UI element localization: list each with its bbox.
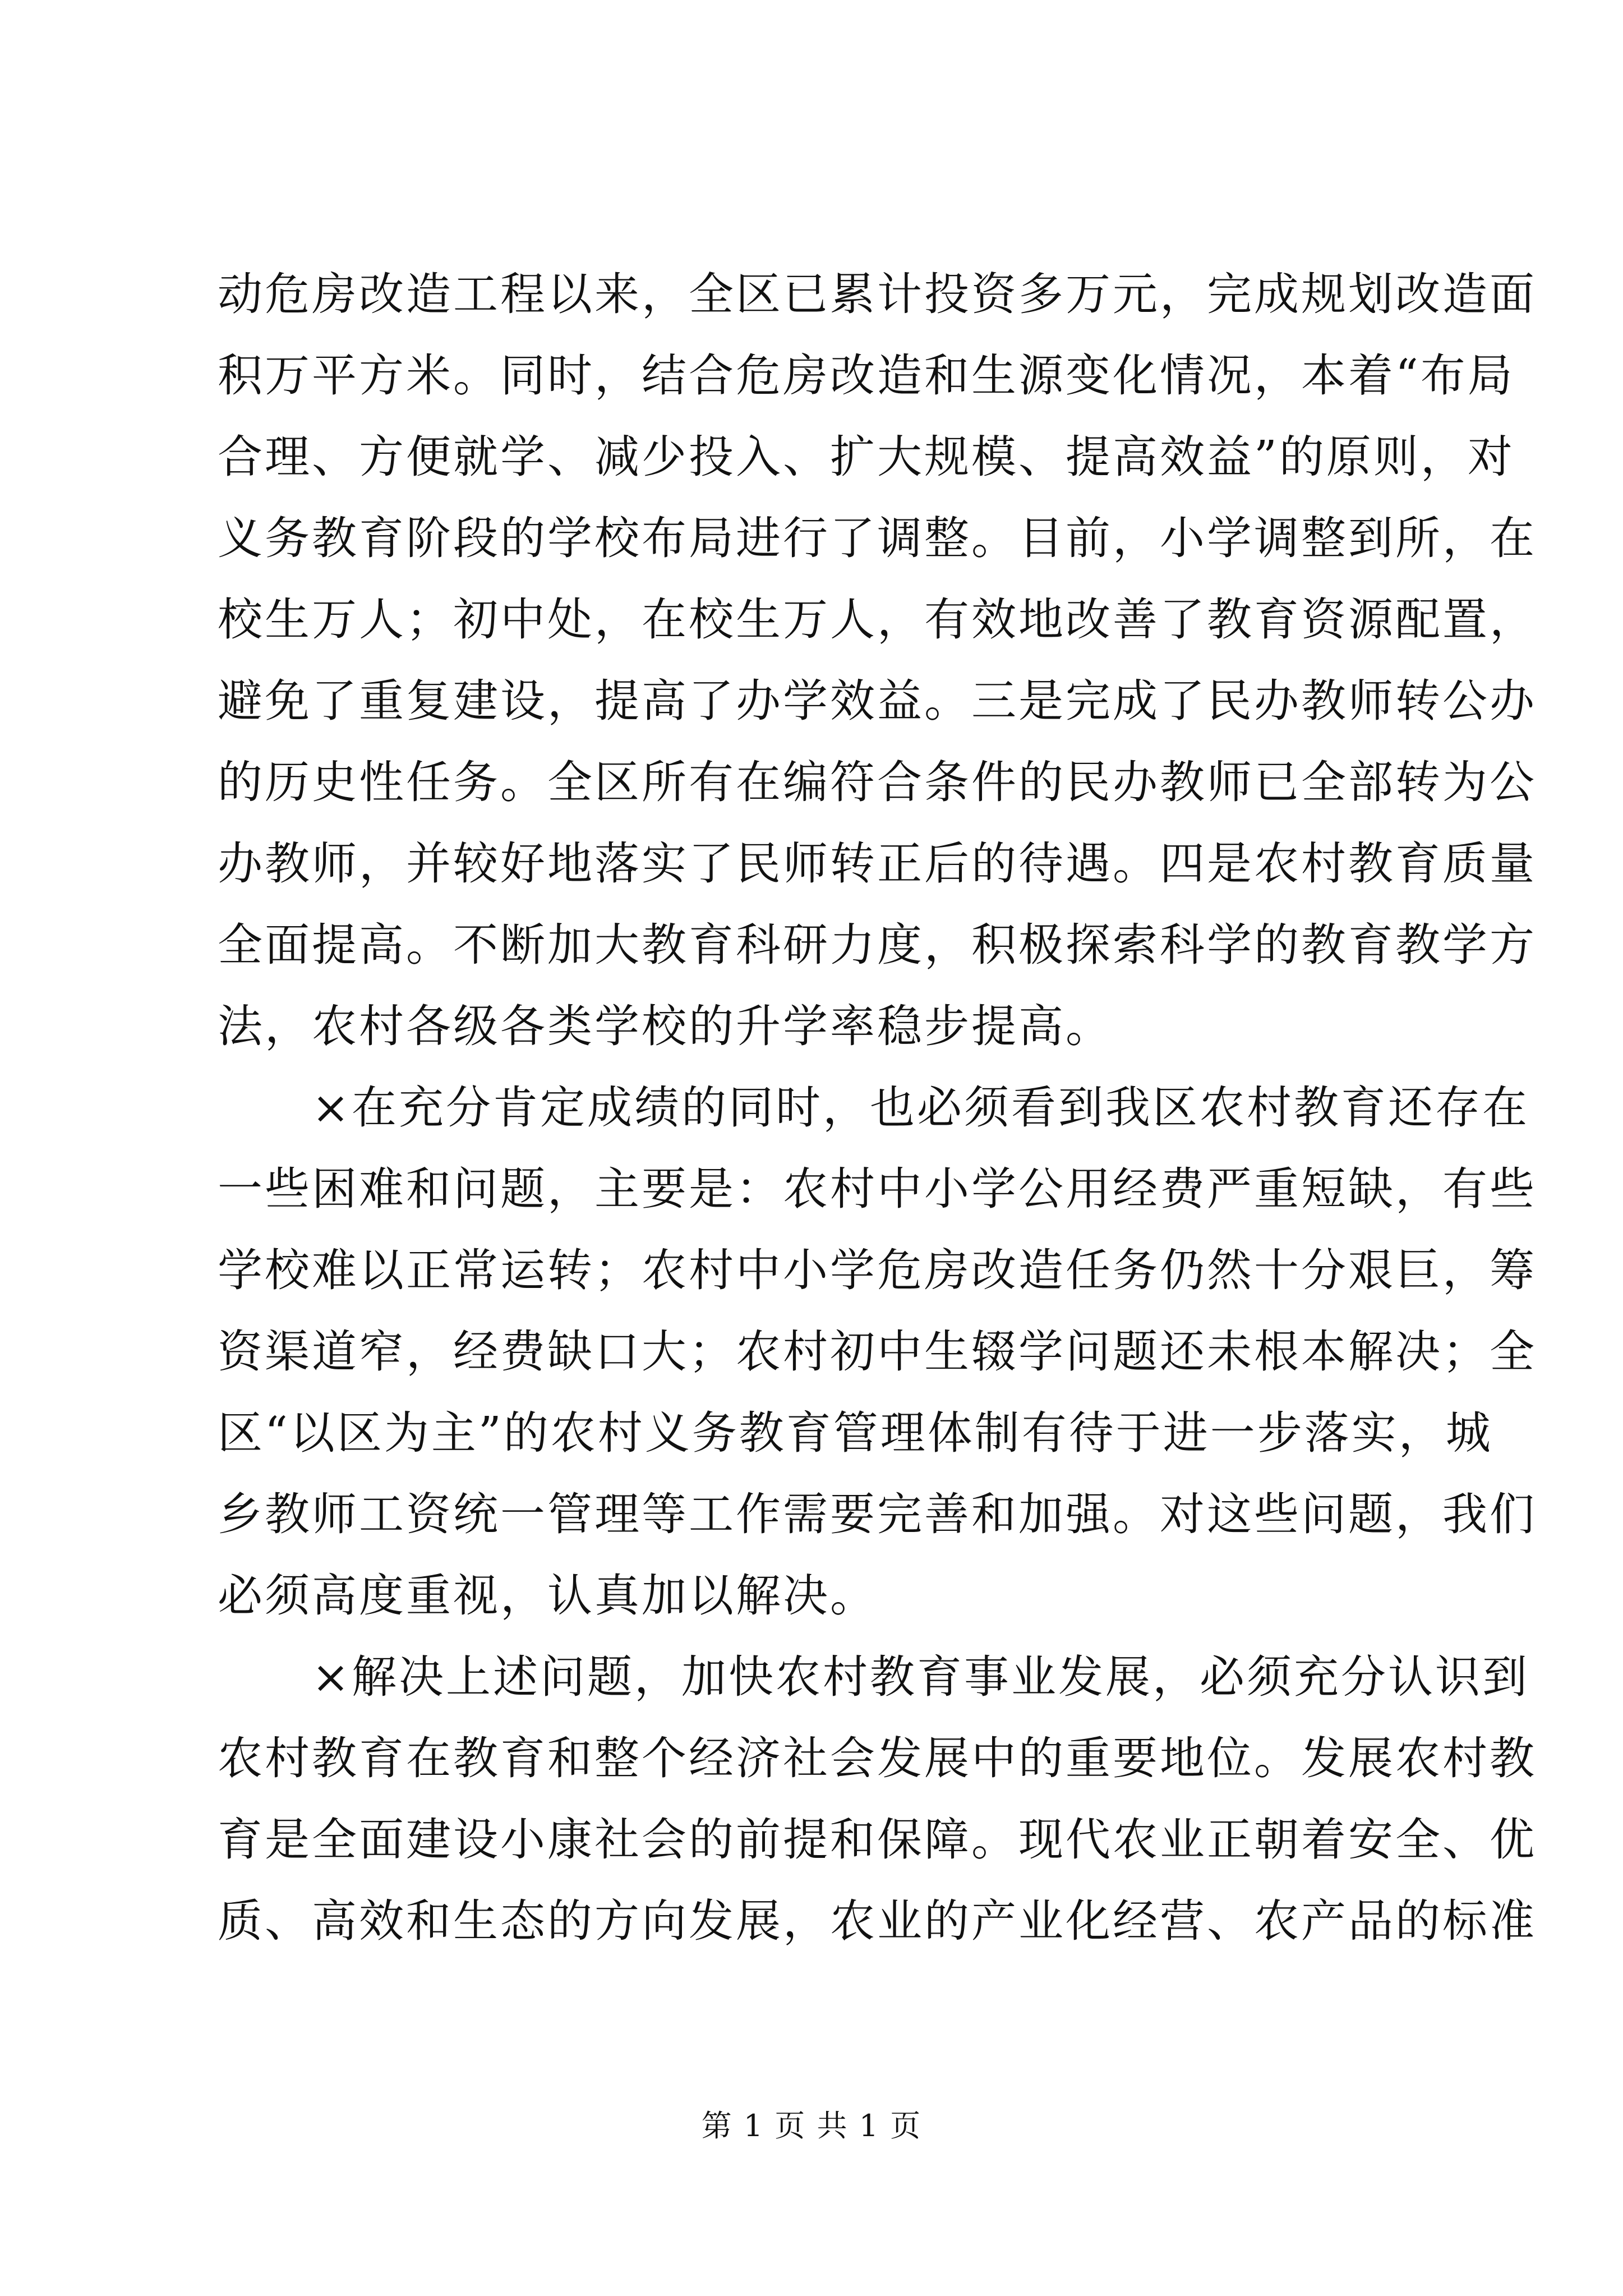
text-line: 全面提高。不断加大教育科研力度，积极探索科学的教育教学方 [218,919,1537,971]
text-line: 合理、方便就学、减少投入、扩大规模、提高效益”的原则，对 [218,431,1515,483]
text-line: 积万平方米。同时，结合危房改造和生源变化情况，本着“布局 [218,349,1515,402]
text-line: 法，农村各级各类学校的升学率稳步提高。 [218,1000,1113,1052]
text-line: 避免了重复建设，提高了办学效益。三是完成了民办教师转公办 [218,675,1537,727]
text-line: 学校难以正常运转；农村中小学危房改造任务仍然十分艰巨，筹 [218,1244,1537,1296]
text-line: 义务教育阶段的学校布局进行了调整。目前，小学调整到所，在 [218,512,1537,564]
text-line: 必须高度重视，认真加以解决。 [218,1570,877,1622]
text-line: 质、高效和生态的方向发展，农业的产业化经营、农产品的标准 [218,1895,1537,1947]
text-line: 育是全面建设小康社会的前提和保障。现代农业正朝着安全、优 [218,1814,1537,1866]
text-line: 农村教育在教育和整个经济社会发展中的重要地位。发展农村教 [218,1732,1537,1784]
text-line: 的历史性任务。全区所有在编符合条件的民办教师已全部转为公 [218,756,1537,808]
text-line: 动危房改造工程以来，全区已累计投资多万元，完成规划改造面 [218,268,1537,320]
text-line: 资渠道窄，经费缺口大；农村初中生辍学问题还未根本解决；全 [218,1326,1537,1378]
text-line: 校生万人；初中处，在校生万人，有效地改善了教育资源配置， [218,593,1537,646]
body-text [218,254,1537,1962]
page-footer: 第 1 页 共 1 页 [701,2108,922,2143]
text-line: 乡教师工资统一管理等工作需要完善和加强。对这些问题，我们 [218,1488,1537,1540]
text-line: 区“以区为主”的农村义务教育管理体制有待于进一步落实，城 [218,1407,1493,1459]
text-line: 一些困难和问题，主要是：农村中小学公用经费严重短缺，有些 [218,1163,1537,1215]
text-line: ×在充分肯定成绩的同时，也必须看到我区农村教育还存在 [218,1082,1530,1134]
text-line: ×解决上述问题，加快农村教育事业发展，必须充分认识到 [218,1651,1530,1703]
text-line: 办教师，并较好地落实了民师转正后的待遇。四是农村教育质量 [218,838,1537,890]
